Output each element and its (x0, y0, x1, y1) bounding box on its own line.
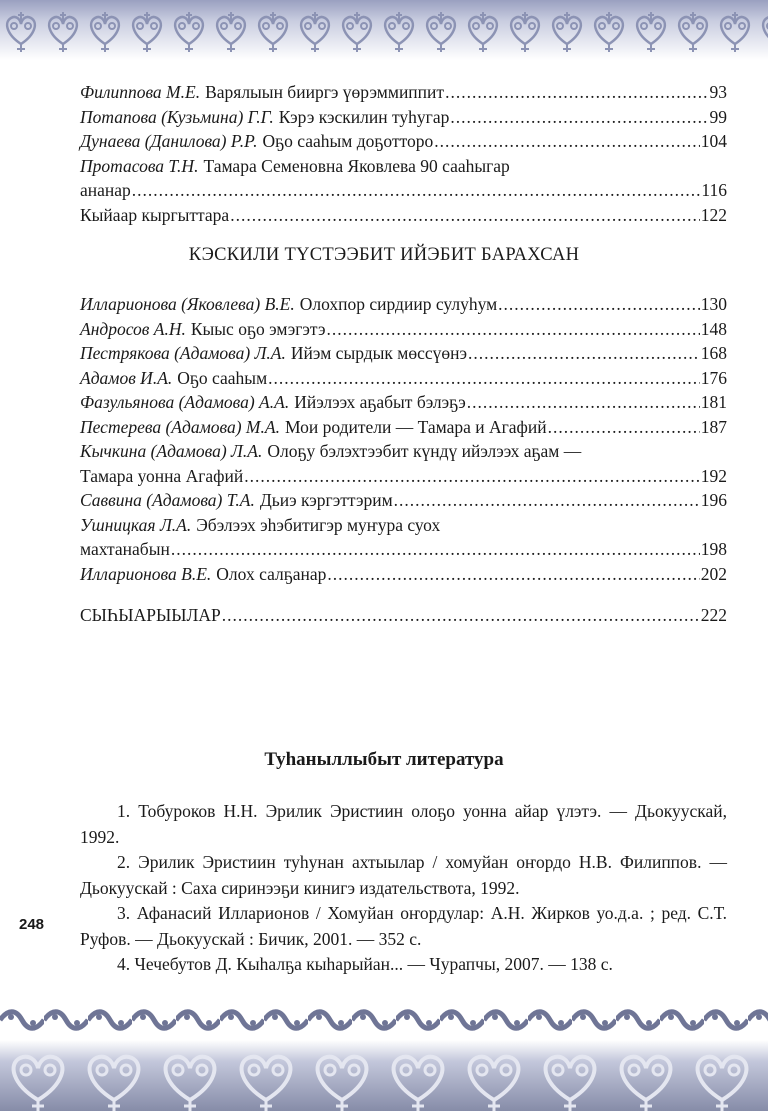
section-heading: КЭСКИЛИ ТҮСТЭЭБИТ ИЙЭБИТ БАРАХСАН (188, 245, 580, 265)
toc-entry[interactable]: Фазульянова (Адамова) А.А. Ийэлээх аҕабыт бэлэҕэ ..... 181 (80, 390, 727, 415)
bibliography-item: 2. Эрилик Эристиин туһунан ахтыылар / хомуйан оҥордо Н.В. Филиппов. — Дьокуускай : Саха сиринээҕи кинигэ издательствота, 1992. (80, 852, 727, 898)
bibliography-item: 4. Чечебутов Д. Кыһалҕа кыһарыйан... — Чурапчы, 2007. — 138 с. (117, 954, 613, 974)
toc-part-2 (80, 292, 727, 586)
dot-leader (268, 366, 700, 391)
dot-leader (222, 603, 700, 628)
toc-entry[interactable]: Илларионова В.Е. Олох салҕанар ..... 202 (80, 562, 727, 587)
dot-leader (468, 341, 700, 366)
dot-leader (230, 203, 700, 228)
dot-leader (394, 488, 700, 513)
dot-leader (171, 537, 700, 562)
dot-leader (467, 390, 700, 415)
bibliography-item: 1. Тобуроков Н.Н. Эрилик Эристиин олоҕо уонна айар үлэтэ. — Дьокуускай, 1992. (80, 801, 727, 847)
dot-leader (434, 129, 699, 154)
page-number: 248 (19, 916, 45, 933)
dot-leader (445, 80, 708, 105)
dot-leader (498, 292, 700, 317)
toc-appendix (80, 603, 727, 628)
top-ornament-border (0, 0, 768, 60)
toc-part-1 (80, 80, 727, 227)
dot-leader (327, 317, 700, 342)
toc-entry[interactable]: Ушницкая Л.А. Эбэлээх эһэбитигэр муҥура суох махтанабын ..... 198 (80, 513, 727, 562)
dot-leader (132, 178, 701, 203)
dot-leader (327, 562, 699, 587)
dot-leader (450, 105, 708, 130)
toc-entry[interactable]: Пестерева (Адамова) М.А. Мои родители — Тамара и Агафий ..... 187 (80, 415, 727, 440)
bibliography-heading: Туһаныллыбыт литература (264, 749, 504, 770)
bottom-ornament-border (0, 1040, 768, 1111)
dot-leader (244, 464, 700, 489)
toc-entry[interactable]: Кыйаар кыргыттара ..... 122 (80, 203, 727, 228)
toc-entry[interactable]: Илларионова (Яковлева) В.Е. Олохпор сирдиир сулуһум ..... 130 (80, 292, 727, 317)
bibliography-list (80, 799, 727, 978)
bibliography-item: 3. Афанасий Илларионов / Хомуйан оҥордулар: А.Н. Жирков уо.д.а. ; ред. С.Т. Руфов. — Дьокуускай : Бичик, 2001. — 352 с. (80, 903, 727, 949)
toc-entry[interactable]: Кычкина (Адамова) Л.А. Олоҕу бэлэхтээбит күндү ийэлээх аҕам — Тамара уонна Агафий ..... 192 (80, 439, 727, 488)
toc-entry[interactable]: Адамов И.А. Оҕо сааһым ..... 176 (80, 366, 727, 391)
toc-entry[interactable]: Потапова (Кузьмина) Г.Г. Кэрэ кэскилин туһугар ..... 99 (80, 105, 727, 130)
toc-entry[interactable]: Пестрякова (Адамова) Л.А. Ийэм сырдык мөссүөнэ ..... 168 (80, 341, 727, 366)
toc-entry[interactable]: Дунаева (Данилова) Р.Р. Оҕо сааһым доҕотторо ..... 104 (80, 129, 727, 154)
toc-entry-appendix[interactable]: СЫҺЫАРЫЫЛАР ..... 222 (80, 603, 727, 628)
toc-entry[interactable]: Андросов А.Н. Кыыс оҕо эмэгэтэ ..... 148 (80, 317, 727, 342)
toc-entry[interactable]: Протасова Т.Н. Тамара Семеновна Яковлева 90 сааһыгар ананар ..... 116 (80, 154, 727, 203)
toc-entry[interactable]: Филиппова М.Е. Варялыын бииргэ үөрэммиппит ..... 93 (80, 80, 727, 105)
toc-entry[interactable]: Саввина (Адамова) Т.А. Дьиэ кэргэттэрим ..... 196 (80, 488, 727, 513)
bottom-wave-ornament (0, 1005, 768, 1035)
dot-leader (548, 415, 700, 440)
